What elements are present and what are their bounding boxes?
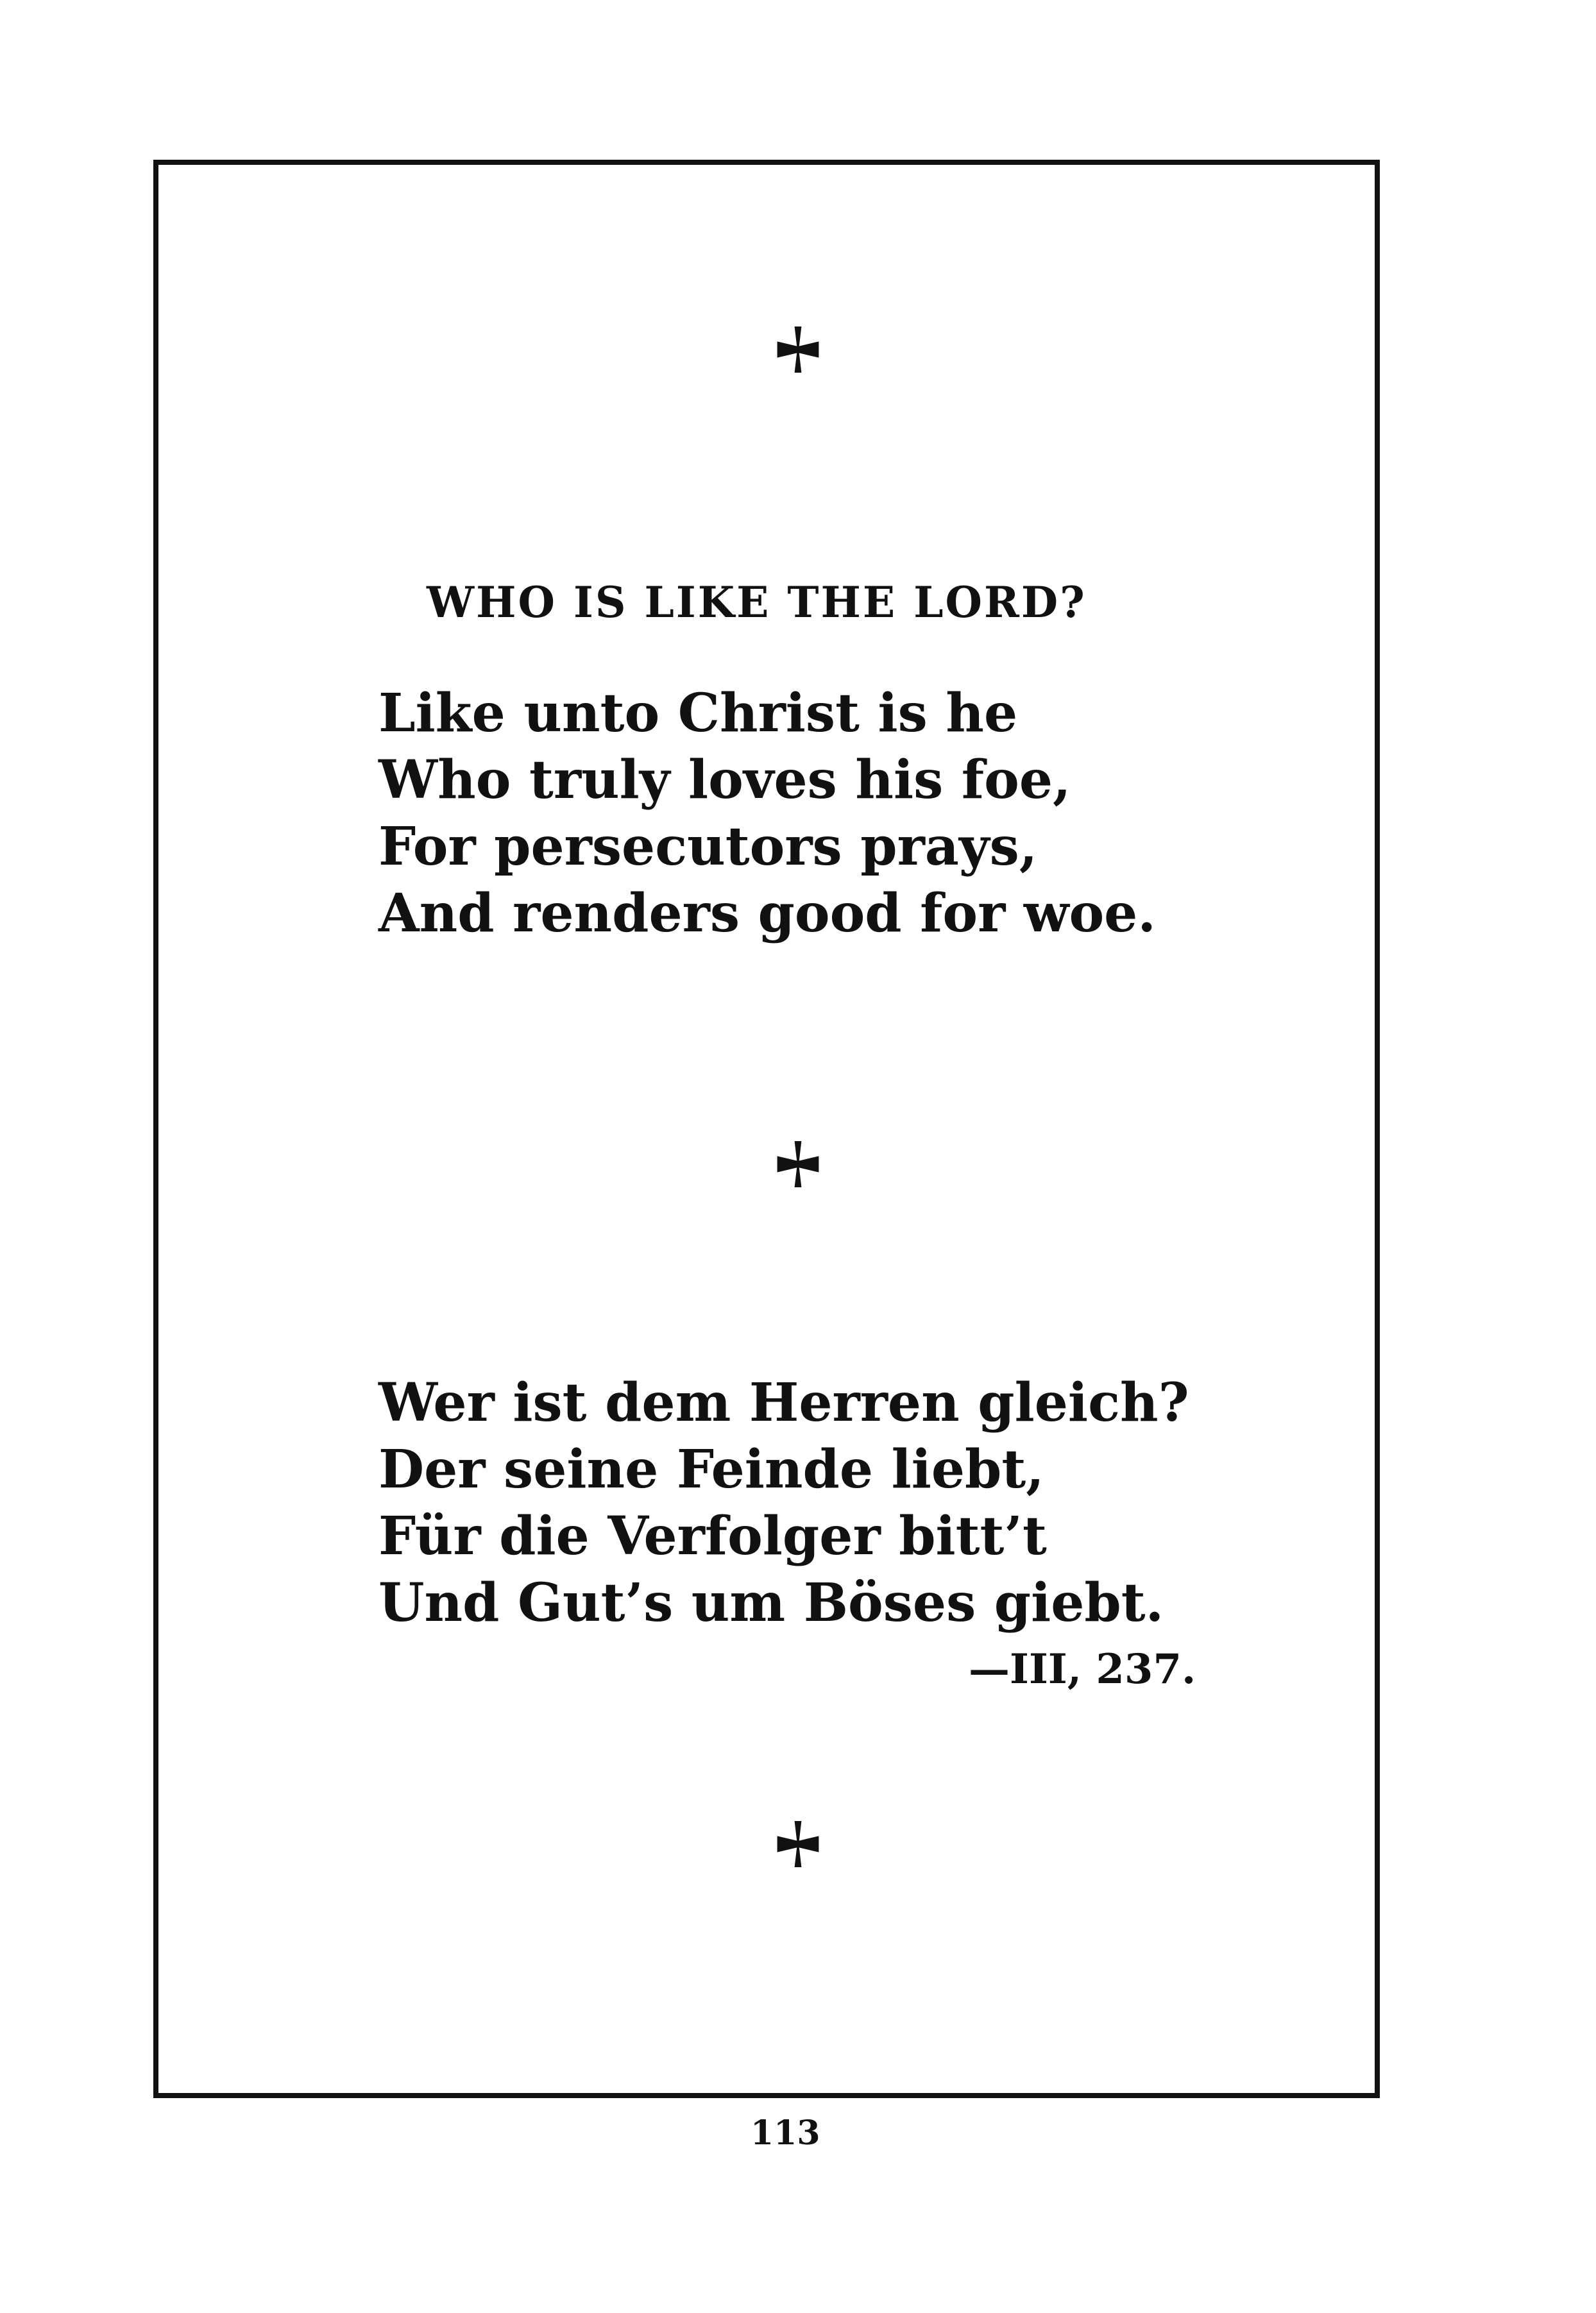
english-stanza (378, 680, 1156, 947)
page-number: 113 (751, 2114, 820, 2153)
page-border-frame (153, 160, 1380, 2098)
german-line: Für die Verfolger bitt’t (378, 1505, 1047, 1567)
cross-pattee-icon (769, 321, 827, 378)
poem-attribution: —III, 237. (969, 1645, 1196, 1693)
german-line: Wer ist dem Herren gleich? (378, 1372, 1189, 1434)
english-line: Like unto Christ is he (378, 682, 1018, 744)
poem-title: WHO IS LIKE THE LORD? (427, 577, 1087, 627)
english-line: And renders good for woe. (378, 883, 1156, 944)
cross-pattee-icon (769, 1815, 827, 1873)
cross-pattee-icon (769, 1135, 827, 1193)
german-stanza (378, 1369, 1189, 1636)
english-line: For persecutors prays, (378, 816, 1038, 877)
german-line: Der seine Feinde liebt, (378, 1439, 1044, 1500)
english-line: Who truly loves his foe, (378, 749, 1071, 811)
german-line: Und Gut’s um Böses giebt. (378, 1572, 1164, 1634)
